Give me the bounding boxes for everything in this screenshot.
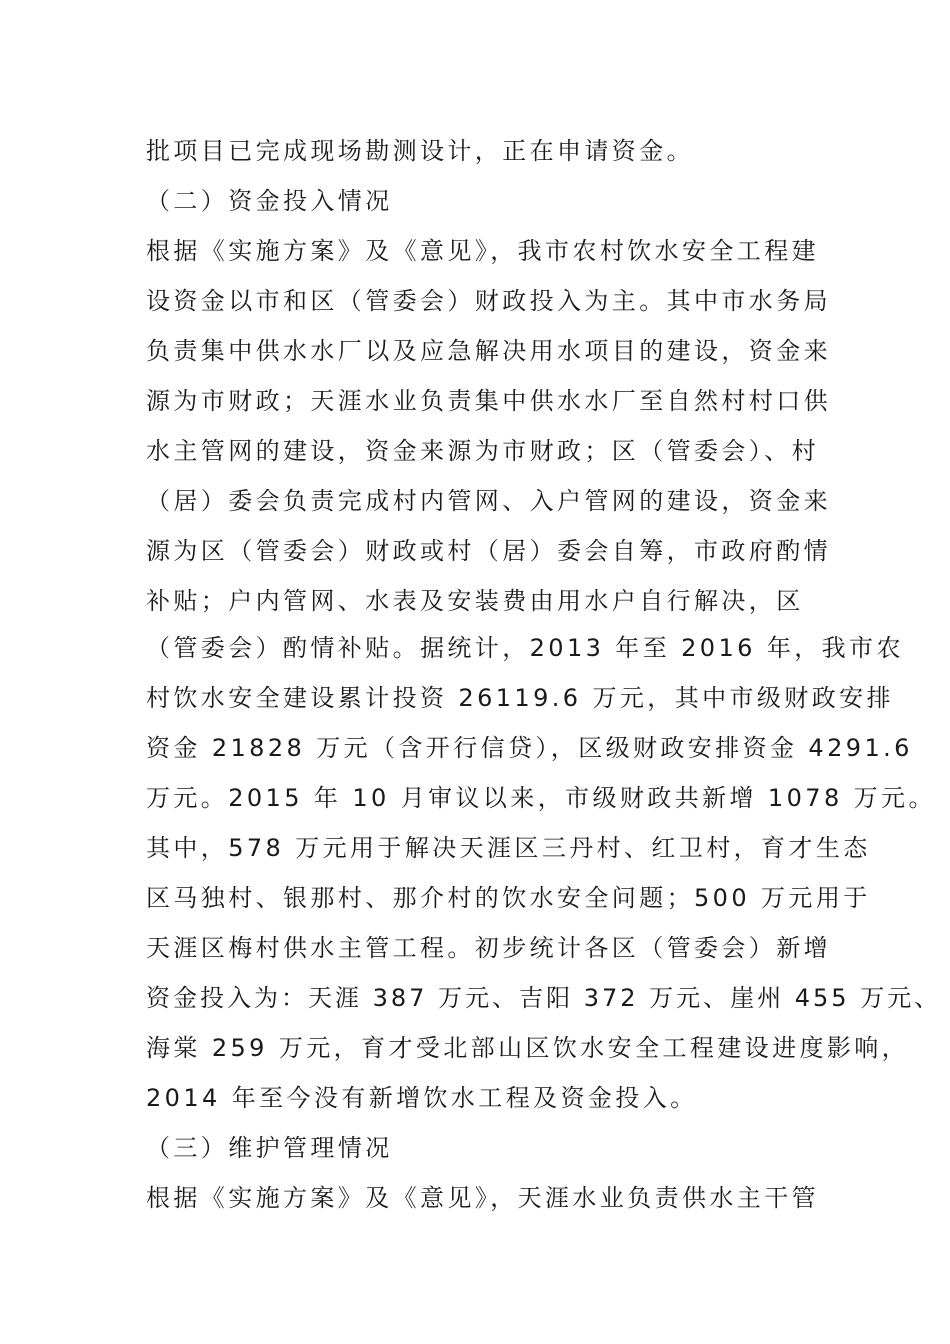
text-line: 其中，578 万元用于解决天涯区三丹村、红卫村，育才生态 — [146, 834, 871, 862]
text-line: 根据《实施方案》及《意见》，天涯水业负责供水主干管 — [146, 1184, 819, 1212]
text-line: 负责集中供水水厂以及应急解决用水项目的建设，资金来 — [146, 337, 831, 365]
text-line: 2014 年至今没有新增饮水工程及资金投入。 — [146, 1084, 698, 1112]
text-line: 水主管网的建设，资金来源为市财政；区（管委会）、村 — [146, 437, 819, 465]
text-line: 补贴；户内管网、水表及安装费由用水户自行解决，区 — [146, 587, 804, 615]
text-line: 万元。2015 年 10 月审议以来，市级财政共新增 1078 万元。 — [146, 784, 936, 812]
text-line: 区马独村、银那村、那介村的饮水安全问题；500 万元用于 — [146, 884, 871, 912]
text-line: 资金 21828 万元（含开行信贷），区级财政安排资金 4291.6 — [146, 734, 913, 762]
section-heading: （三）维护管理情况 — [146, 1134, 393, 1162]
text-line: 源为区（管委会）财政或村（居）委会自筹，市政府酌情 — [146, 537, 831, 565]
text-line: 根据《实施方案》及《意见》，我市农村饮水安全工程建 — [146, 237, 819, 265]
text-line: 资金投入为：天涯 387 万元、吉阳 372 万元、崖州 455 万元、 — [146, 984, 942, 1012]
text-line: 设资金以市和区（管委会）财政投入为主。其中市水务局 — [146, 287, 831, 315]
text-line: （居）委会负责完成村内管网、入户管网的建设，资金来 — [146, 487, 831, 515]
text-line: 海棠 259 万元，育才受北部山区饮水安全工程建设进度影响， — [146, 1034, 910, 1062]
text-line: 天涯区梅村供水主管工程。初步统计各区（管委会）新增 — [146, 934, 831, 962]
text-line: 村饮水安全建设累计投资 26119.6 万元，其中市级财政安排 — [146, 684, 894, 712]
text-line: 源为市财政；天涯水业负责集中供水水厂至自然村村口供 — [146, 387, 831, 415]
section-heading: （二）资金投入情况 — [146, 187, 393, 215]
text-line: （管委会）酌情补贴。据统计，2013 年至 2016 年，我市农 — [146, 634, 904, 662]
text-line: 批项目已完成现场勘测设计，正在申请资金。 — [146, 137, 694, 165]
